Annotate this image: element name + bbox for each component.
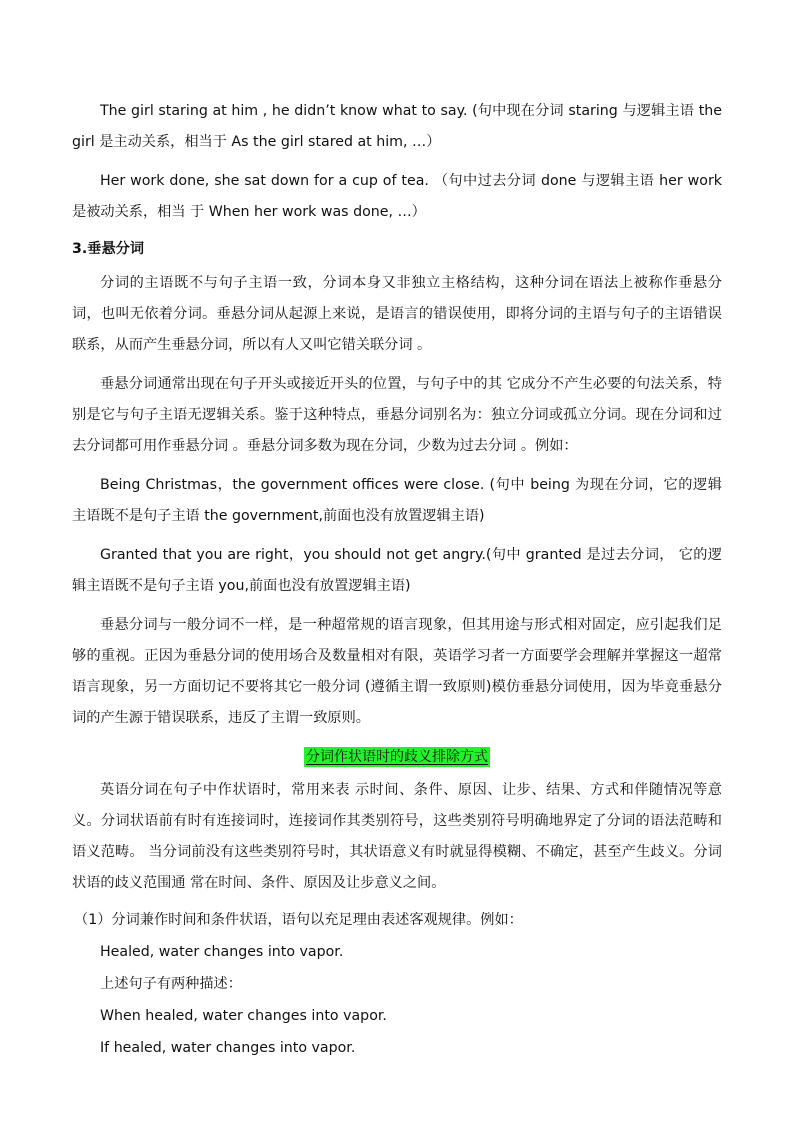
list-item-1: （1）分词兼作时间和条件状语，语句以充足理由表述客观规律。例如： [74,912,523,928]
example-sentence-2: When healed, water changes into vapor. [100,1008,387,1024]
example-intro: 上述句子有两种描述： [100,976,242,992]
example-paragraph-staring: The girl staring at him , he didn’t know what to say. (句中现在分词 staring 与逻辑主语 the girl 是主动关系，相当于 As the girl stared at him, …） [72,103,722,150]
section-heading-dangling-participle: 3.垂悬分词 [72,241,145,257]
example-sentence-1: Healed, water changes into vapor. [100,944,344,960]
section-title-wrap [72,742,722,771]
example-sentence-3: If healed, water changes into vapor. [100,1040,356,1056]
example-paragraph-being: Being Christmas，the government offices were close. (句中 being 为现在分词，它的逻辑主语既不是句子主语 the government,前面也没有放置逻辑主语) [72,477,722,524]
adverbial-paragraph: 英语分词在句子中作状语时，常用来表 示时间、条件、原因、让步、结果、方式和伴随情况等意义。分词状语前有时有连接词时，连接词作其类别符号，这些类别符号明确地界定了分词的语法范畴和语义范畴。 当分词前没有这些类别符号时，其状语意义有时就显得模糊、不确定，甚至产生歧义。分词状语的歧义范围通 常在时间、条件、原因及让步意义之间。 [72,782,722,891]
position-paragraph: 垂悬分词通常出现在句子开头或接近开头的位置，与句子中的其 它成分不产生必要的句法关系，特别是它与句子主语无逻辑关系。鉴于这种特点，垂悬分词别名为：独立分词或孤立分词。现在分词和过去分词都可用作垂悬分词 。垂悬分词多数为现在分词，少数为过去分词 。例如： [72,376,722,454]
example-paragraph-done: Her work done, she sat down for a cup of tea. （句中过去分词 done 与逻辑主语 her work 是被动关系，相当 于 When her work was done, …） [72,173,722,220]
section-title-highlighted: 分词作状语时的歧义排除方式 [306,749,488,765]
example-paragraph-granted: Granted that you are right，you should not get angry.(句中 granted 是过去分词， 它的逻辑主语既不是句子主语 you,前面也没有放置逻辑主语) [72,547,722,594]
usage-paragraph: 垂悬分词与一般分词不一样，是一种超常规的语言现象，但其用途与形式相对固定，应引起我们足够的重视。正因为垂悬分词的使用场合及数量相对有限，英语学习者一方面要学会理解并掌握这一超常语言现象，另一方面切记不要将其它一般分词 (遵循主谓一致原则)模仿垂悬分词使用，因为毕竟垂悬分词的产生源于错误联系，违反了主谓一致原则。 [72,617,722,726]
document-body [72,96,722,1067]
definition-paragraph: 分词的主语既不与句子主语一致，分词本身又非独立主格结构，这种分词在语法上被称作垂悬分词，也叫无依着分词。垂悬分词从起源上来说，是语言的错误使用，即将分词的主语与句子的主语错误联系，从而产生垂悬分词，所以有人又叫它错关联分词 。 [72,275,722,353]
